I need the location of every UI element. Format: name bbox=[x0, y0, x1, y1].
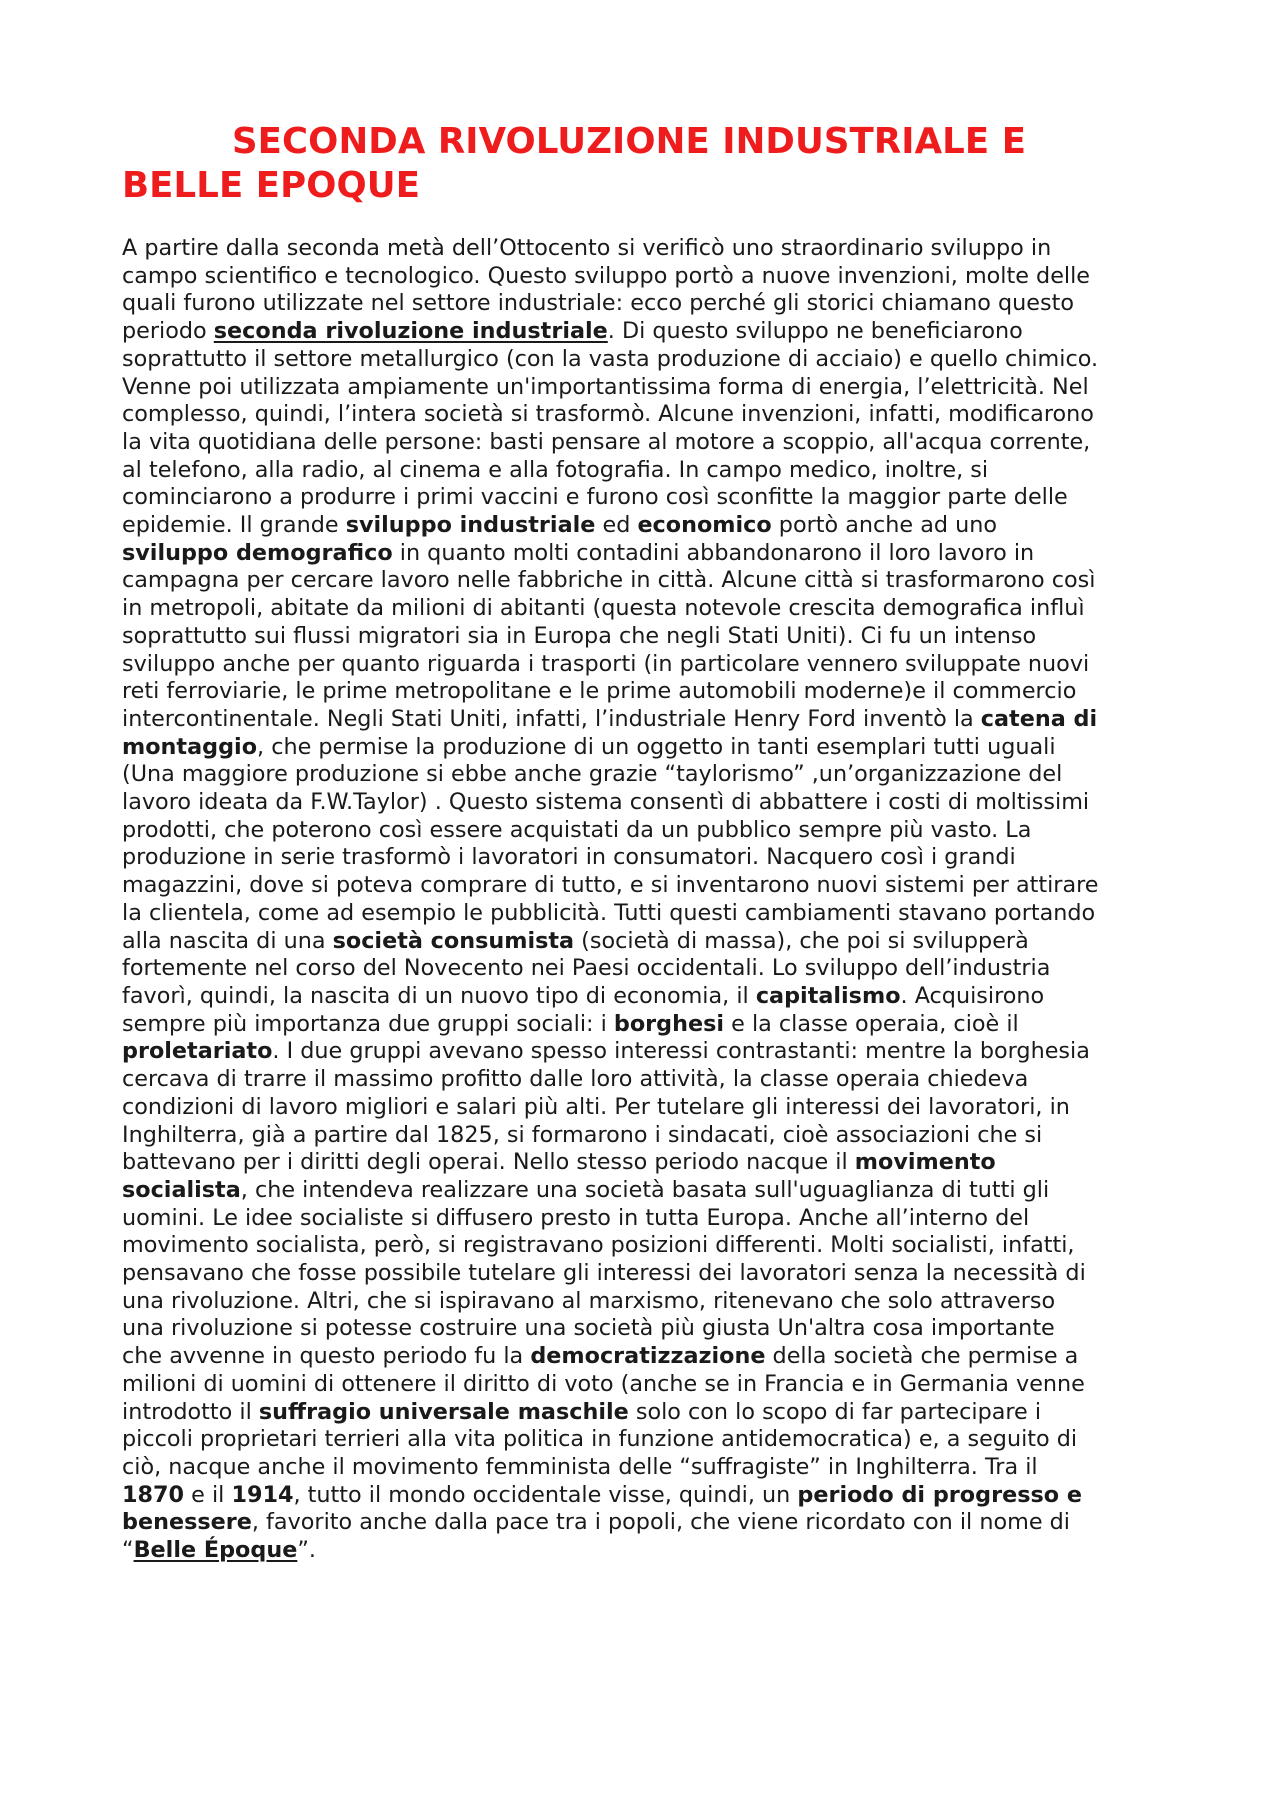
title-line-2: BELLE EPOQUE bbox=[122, 165, 421, 206]
text-line bbox=[122, 429, 1170, 457]
text-run: , tutto il mondo occidentale visse, quindi, un bbox=[293, 1481, 798, 1508]
text-line bbox=[122, 983, 1170, 1011]
bold-term: movimento bbox=[854, 1149, 996, 1176]
text-line bbox=[122, 1094, 1170, 1122]
text-line bbox=[122, 595, 1170, 623]
text-run: favorì, quindi, la nascita di un nuovo tipo di economia, il bbox=[122, 982, 756, 1009]
text-run: intercontinentale. Negli Stati Uniti, infatti, l’industriale Henry Ford inventò la bbox=[122, 705, 981, 732]
bold-term: capitalismo bbox=[755, 982, 901, 1009]
text-line bbox=[122, 290, 1170, 318]
text-line bbox=[122, 1260, 1170, 1288]
text-run: e il bbox=[184, 1481, 232, 1508]
text-line bbox=[122, 900, 1170, 928]
text-run: pensavano che fosse possibile tutelare gli interessi dei lavoratori senza la necessità di bbox=[122, 1260, 1086, 1287]
page-title bbox=[122, 120, 1170, 208]
text-line bbox=[122, 817, 1170, 845]
bold-term: proletariato bbox=[122, 1038, 273, 1065]
text-line bbox=[122, 1454, 1170, 1482]
bold-term: borghesi bbox=[613, 1010, 725, 1037]
text-run: campagna per cercare lavoro nelle fabbriche in città. Alcune città si trasformarono così bbox=[122, 567, 1096, 594]
text-line bbox=[122, 1232, 1170, 1260]
text-run: della società che permise a bbox=[765, 1343, 1079, 1370]
text-run: sempre più importanza due gruppi sociali: i bbox=[122, 1010, 614, 1037]
text-run: soprattutto sui flussi migratori sia in Europa che negli Stati Uniti). Ci fu un intenso bbox=[122, 622, 1037, 649]
text-run: la clientela, come ad esempio le pubblicità. Tutti questi cambiamenti stavano portando bbox=[122, 899, 1096, 926]
text-run: in metropoli, abitate da milioni di abitanti (questa notevole crescita demografica influì bbox=[122, 595, 1085, 622]
text-run: alla nascita di una bbox=[122, 927, 333, 954]
text-line bbox=[122, 235, 1170, 263]
text-run: Venne poi utilizzata ampiamente un'importantissima forma di energia, l’elettricità. Nel bbox=[122, 373, 1089, 400]
title-line-1: SECONDA RIVOLUZIONE INDUSTRIALE E bbox=[232, 121, 1027, 162]
text-line bbox=[122, 1315, 1170, 1343]
text-run: milioni di uomini di ottenere il diritto di voto (anche se in Francia e in Germania venne bbox=[122, 1370, 1085, 1397]
text-run: piccoli proprietari terrieri alla vita politica in funzione antidemocratica) e, a seguito di bbox=[122, 1426, 1078, 1453]
bold-term: società consumista bbox=[332, 927, 575, 954]
text-run: portò anche ad uno bbox=[771, 512, 998, 539]
text-run: Inghilterra, già a partire dal 1825, si formarono i sindacati, cioè associazioni che si bbox=[122, 1121, 1043, 1148]
text-line bbox=[122, 789, 1170, 817]
text-line bbox=[122, 540, 1170, 568]
bold-term: periodo di progresso e bbox=[797, 1481, 1082, 1508]
text-line bbox=[122, 678, 1170, 706]
text-run: A partire dalla seconda metà dell’Ottocento si verificò uno straordinario sviluppo in bbox=[122, 235, 1052, 261]
text-run: epidemie. Il grande bbox=[122, 512, 346, 539]
text-line bbox=[122, 1038, 1170, 1066]
text-line bbox=[122, 1205, 1170, 1233]
underlined-bold-term: Belle Époque bbox=[133, 1537, 298, 1564]
bold-term: socialista bbox=[122, 1176, 241, 1203]
text-run: reti ferroviarie, le prime metropolitane e le prime automobili moderne)e il commercio bbox=[122, 678, 1077, 705]
text-run: (società di massa), che poi si svilupperà bbox=[574, 927, 1029, 954]
text-line bbox=[122, 346, 1170, 374]
text-line bbox=[122, 623, 1170, 651]
text-line bbox=[122, 761, 1170, 789]
text-line bbox=[122, 734, 1170, 762]
text-run: “ bbox=[122, 1537, 134, 1564]
text-line bbox=[122, 484, 1170, 512]
text-line bbox=[122, 401, 1170, 429]
text-line bbox=[122, 1426, 1170, 1454]
text-line bbox=[122, 706, 1170, 734]
underlined-bold-term: seconda rivoluzione industriale bbox=[213, 318, 608, 345]
bold-term: 1914 bbox=[231, 1481, 294, 1508]
text-run: ”. bbox=[297, 1537, 316, 1564]
text-run: produzione in serie trasformò i lavoratori in consumatori. Nacquero così i grandi bbox=[122, 844, 1016, 871]
text-run: . I due gruppi avevano spesso interessi contrastanti: mentre la borghesia bbox=[272, 1038, 1090, 1065]
body-paragraph bbox=[122, 235, 1170, 1565]
text-line bbox=[122, 457, 1170, 485]
bold-term: catena di bbox=[980, 705, 1098, 732]
text-run: complesso, quindi, l’intera società si trasformò. Alcune invenzioni, infatti, modificarono bbox=[122, 401, 1094, 428]
text-run: quali furono utilizzate nel settore industriale: ecco perché gli storici chiamano questo bbox=[122, 290, 1074, 317]
bold-term: democratizzazione bbox=[530, 1343, 766, 1370]
text-line bbox=[122, 1343, 1170, 1371]
text-line bbox=[122, 1066, 1170, 1094]
text-line bbox=[122, 651, 1170, 679]
text-run: prodotti, che poterono così essere acquistati da un pubblico sempre più vasto. La bbox=[122, 816, 1032, 843]
text-run: , favorito anche dalla pace tra i popoli, che viene ricordato con il nome di bbox=[251, 1509, 1070, 1536]
text-run: , che permise la produzione di un oggetto in tanti esemplari tutti uguali bbox=[257, 733, 1056, 760]
bold-term: montaggio bbox=[122, 733, 258, 760]
text-run: in quanto molti contadini abbandonarono il loro lavoro in bbox=[392, 539, 1035, 566]
text-run: battevano per i diritti degli operai. Nello stesso periodo nacque il bbox=[122, 1149, 855, 1176]
bold-term: sviluppo demografico bbox=[122, 539, 393, 566]
text-line bbox=[122, 1122, 1170, 1150]
text-line bbox=[122, 1371, 1170, 1399]
text-line bbox=[122, 318, 1170, 346]
text-run: . Di questo sviluppo ne beneficiarono bbox=[607, 318, 1023, 345]
text-line bbox=[122, 1482, 1170, 1510]
text-run: una rivoluzione si potesse costruire una società più giusta Un'altra cosa importante bbox=[122, 1315, 1055, 1342]
text-run: al telefono, alla radio, al cinema e alla fotografia. In campo medico, inoltre, si bbox=[122, 456, 989, 483]
text-line bbox=[122, 1011, 1170, 1039]
text-line bbox=[122, 1537, 1170, 1565]
text-run: solo con lo scopo di far partecipare i bbox=[628, 1398, 1042, 1425]
text-line bbox=[122, 1509, 1170, 1537]
text-run: cercava di trarre il massimo profitto dalle loro attività, la classe operaia chiedeva bbox=[122, 1066, 1029, 1093]
text-run: soprattutto il settore metallurgico (con la vasta produzione di acciaio) e quello chimico. bbox=[122, 345, 1099, 372]
text-run: campo scientifico e tecnologico. Questo sviluppo portò a nuove invenzioni, molte delle bbox=[122, 262, 1091, 289]
text-run: e la classe operaia, cioè il bbox=[724, 1010, 1019, 1037]
bold-term: economico bbox=[637, 512, 772, 539]
text-run: sviluppo anche per quanto riguarda i trasporti (in particolare vennero sviluppate nuovi bbox=[122, 650, 1090, 677]
text-line bbox=[122, 1399, 1170, 1427]
text-run: condizioni di lavoro migliori e salari più alti. Per tutelare gli interessi dei lavoratori, in bbox=[122, 1093, 1070, 1120]
text-line bbox=[122, 844, 1170, 872]
text-line bbox=[122, 1149, 1170, 1177]
text-run: , che intendeva realizzare una società basata sull'uguaglianza di tutti gli bbox=[240, 1176, 1050, 1203]
text-line bbox=[122, 928, 1170, 956]
text-line bbox=[122, 374, 1170, 402]
text-run: che avvenne in questo periodo fu la bbox=[122, 1343, 531, 1370]
text-line bbox=[122, 1177, 1170, 1205]
text-run: ciò, nacque anche il movimento femminista delle “suffragiste” in Inghilterra. Tra il bbox=[122, 1453, 1038, 1480]
text-run: (Una maggiore produzione si ebbe anche grazie “taylorismo” ,un’organizzazione del bbox=[122, 761, 1063, 788]
text-run: una rivoluzione. Altri, che si ispiravano al marxismo, ritenevano che solo attraverso bbox=[122, 1287, 1056, 1314]
text-run: introdotto il bbox=[122, 1398, 259, 1425]
text-line bbox=[122, 955, 1170, 983]
text-run: movimento socialista, però, si registravano posizioni differenti. Molti socialisti, infatti, bbox=[122, 1232, 1075, 1259]
text-run: cominciarono a produrre i primi vaccini e furono così sconfitte la maggior parte delle bbox=[122, 484, 1068, 511]
text-line bbox=[122, 567, 1170, 595]
text-line bbox=[122, 512, 1170, 540]
text-line bbox=[122, 872, 1170, 900]
bold-term: suffragio universale maschile bbox=[258, 1398, 629, 1425]
text-run: fortemente nel corso del Novecento nei Paesi occidentali. Lo sviluppo dell’industria bbox=[122, 955, 1051, 982]
text-run: . Acquisirono bbox=[900, 982, 1045, 1009]
text-run: magazzini, dove si poteva comprare di tutto, e si inventarono nuovi sistemi per attirare bbox=[122, 872, 1099, 899]
text-run: lavoro ideata da F.W.Taylor) . Questo sistema consentì di abbattere i costi di moltissimi bbox=[122, 789, 1090, 816]
text-run: la vita quotidiana delle persone: basti pensare al motore a scoppio, all'acqua corrente, bbox=[122, 428, 1091, 455]
text-run: periodo bbox=[122, 318, 214, 345]
bold-term: sviluppo industriale bbox=[345, 512, 596, 539]
bold-term: 1870 bbox=[122, 1481, 185, 1508]
text-run: ed bbox=[595, 512, 638, 539]
text-line bbox=[122, 263, 1170, 291]
text-line bbox=[122, 1288, 1170, 1316]
text-run: uomini. Le idee socialiste si diffusero presto in tutta Europa. Anche all’interno del bbox=[122, 1204, 1030, 1231]
bold-term: benessere bbox=[122, 1509, 252, 1536]
